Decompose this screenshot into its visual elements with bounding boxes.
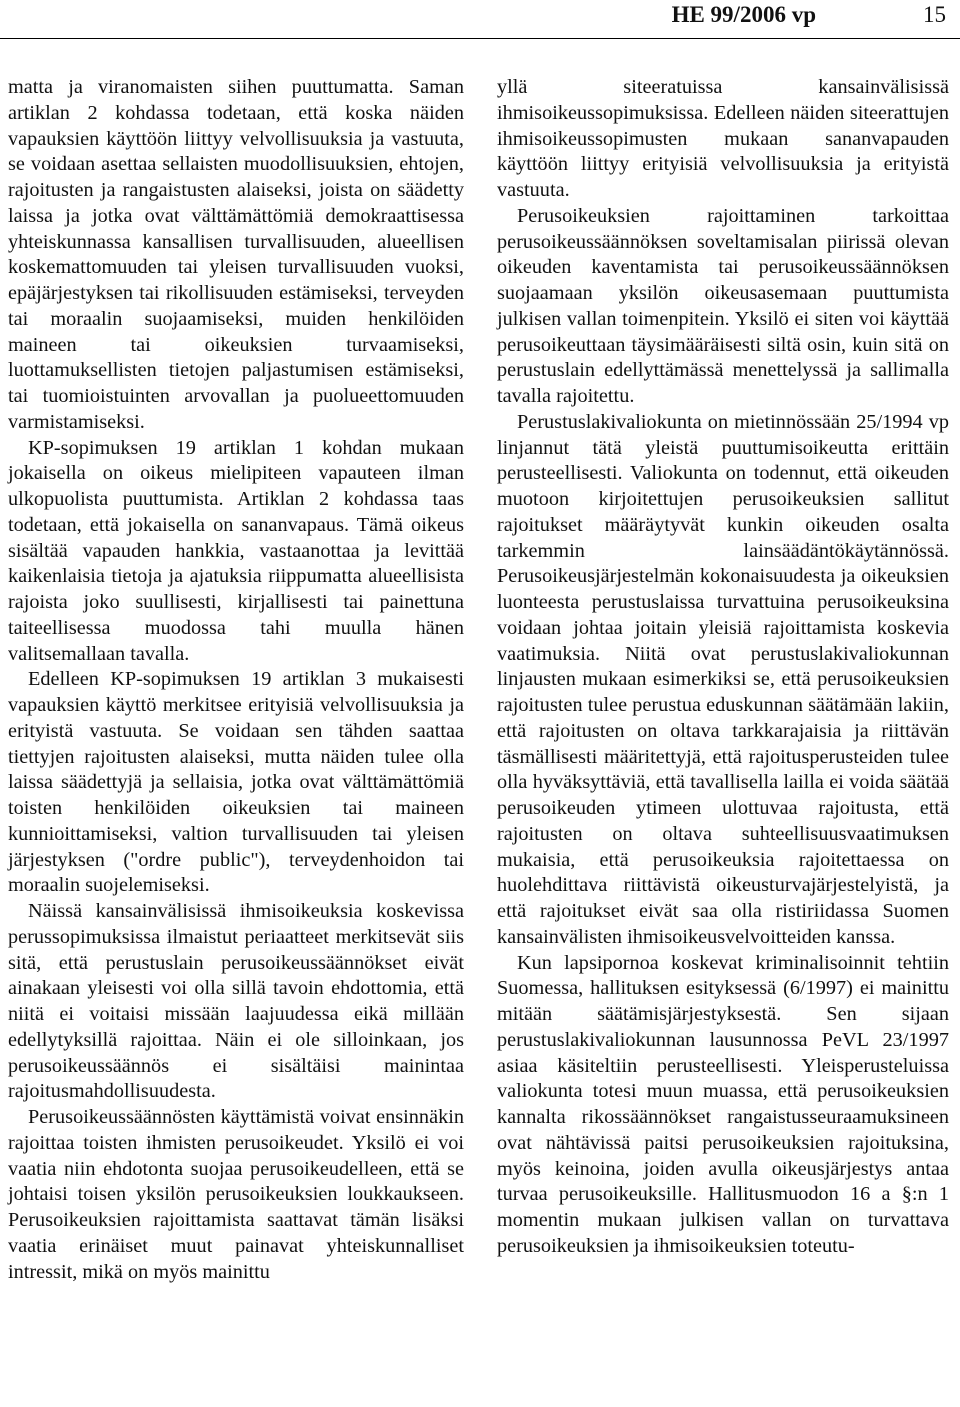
paragraph: Näissä kansainvälisissä ihmisoikeuksia koskevissa perussopimuksissa ilmaistut periaatteet merkitsevät siis sitä, että perustuslain perusoikeussäännökset eivät ainakaan yleisesti voi olla sillä tavoin ehdottomia, että niitä ei voitaisi missään laajuudessa eikä millään edellytyksillä rajoittaa. Näin ei ole silloinkaan, jos perusoikeussäännös ei sisältäisi mainintaa rajoitusmahdollisuudesta. (8, 900, 464, 1103)
paragraph: Edelleen KP-sopimuksen 19 artiklan 3 mukaisesti vapauksien käyttö merkitsee erityisiä velvollisuuksia ja erityistä vastuuta. Se voidaan sen tähden saattaa tiettyjen rajoitusten alaiseksi, mutta näiden tulee olla laissa säädettyjä ja sellaisia, jotka ovat välttämättömiä toisten henkilöiden oikeuksien tai maineen kunnioittamiseksi, valtion turvallisuuden tai yleisen järjestyksen ("ordre public"), terveydenhoidon tai moraalin suojelemiseksi. (8, 668, 464, 897)
right-column (497, 75, 949, 1260)
paragraph: matta ja viranomaisten siihen puuttumatta. Saman artiklan 2 kohdassa todetaan, että koska näiden vapauksien käyttöön liittyy velvollisuuksia ja vastuuta, se voidaan asettaa sellaisten muodollisuuksien, ehtojen, rajoitusten ja rangaistusten alaiseksi, joista on säädetty laissa ja jotka ovat välttämättömiä demokraattisessa yhteiskunnassa kansallisen turvallisuuden, alueellisen koskemattomuuden tai yleisen turvallisuuden vuoksi, epäjärjestyksen tai rikollisuuden estämiseksi, terveyden tai moraalin suojaamiseksi, muiden henkilöiden maineen tai oikeuksien turvaamiseksi, luottamuksellisten tietojen paljastumisen estämiseksi, tai tuomioistuinten arvovallan ja puolueettomuuden varmistamiseksi. (8, 76, 464, 433)
page-number: 15 (923, 2, 946, 27)
paragraph: yllä siteeratuissa kansainvälisissä ihmisoikeussopimuksissa. Edelleen näiden siteerattujen ihmisoikeussopimusten mukaan sananvapauden käyttöön liittyy erityisiä velvollisuuksia ja erityistä vastuuta. (497, 76, 949, 201)
document-id: HE 99/2006 vp (671, 2, 816, 27)
left-column (8, 75, 464, 1285)
paragraph: Kun lapsipornoa koskevat kriminalisoinnit tehtiin Suomessa, hallituksen esityksessä (6/1997) ei mainittu mitään säätämisjärjestyksestä. Sen sijaan perustuslakivaliokunnan lausunnossa PeVL 23/1997 asiaa käsiteltiin perusteellisesti. Yleisperusteluissa valiokunta totesi muun muassa, että perusoikeuksien kannalta rikossäännökset rangaistusseuraamuksineen ovat nähtävissä paitsi perusoikeuksien rajoituksina, myös keinoina, joiden avulla oikeusjärjestys antaa turvaa perusoikeuksille. Hallitusmuodon 16 a §:n 1 momentin mukaan julkisen vallan on turvattava perusoikeuksien ja ihmisoikeuksien toteutu- (497, 951, 949, 1257)
paragraph: Perusoikeuksien rajoittaminen tarkoittaa perusoikeussäännöksen soveltamisalan piirissä olevan oikeuden kaventamista tai perusoikeussäännöksen suojaamaan yksilön oikeusasemaan puuttumista julkisen vallan toimenpitein. Yksilö ei siten voi käyttää perusoikeuttaan täysimääräisesti siltä osin, kuin sitä on perustuslain edellyttämässä menettelyssä ja sallimalla tavalla rajoitettu. (497, 204, 949, 407)
page-header (0, 0, 960, 40)
paragraph: Perusoikeussäännösten käyttämistä voivat ensinnäkin rajoittaa toisten ihmisten perusoikeudet. Yksilö ei voi vaatia niin ehdotonta suojaa perusoikeudelleen, että se johtaisi toisen yksilön perusoikeuksien loukkaukseen. Perusoikeuksien rajoittamista saattavat tämän lisäksi vaatia erinäiset muut painavat yhteiskunnalliset intressit, mikä on myös mainittu (8, 1106, 464, 1283)
paragraph: Perustuslakivaliokunta on mietinnössään 25/1994 vp linjannut tätä yleistä puuttumisoikeutta erittäin perusteellisesti. Valiokunta on todennut, että oikeuden muotoon kirjoitettujen perusoikeuksien sallitut rajoitukset määräytyvät kunkin oikeuden osalta tarkemmin lainsäädäntökäytännössä. Perusoikeusjärjestelmän kokonaisuudesta ja oikeuksien luonteesta perustuslaissa turvattuina perusoikeuksina voidaan johtaa joitain yleisiä rajoittamista koskevia vaatimuksia. Niitä ovat perustuslakivaliokunnan linjausten mukaan esimerkiksi se, että perusoikeuksien rajoitusten tulee perustua eduskunnan säätämään lakiin, että rajoitusten on oltava tarkkarajaisia ja riittävän täsmällisesti määritettyjä, että rajoitusperusteiden tulee olla hyväksyttäviä, että tavallisella lailla ei voida säätää perusoikeuden ytimeen ulottuvaa rajoitusta, että rajoitusten on oltava suhteellisuusvaatimuksen mukaisia, että perusoikeuksia rajoitettaessa on huolehdittava riittävistä oikeusturvajärjestelyistä, ja että rajoitukset eivät saa olla ristiriidassa Suomen kansainvälisten ihmisoikeusvelvoitteiden kanssa. (497, 410, 949, 948)
header-rule (0, 38, 960, 39)
paragraph: KP-sopimuksen 19 artiklan 1 kohdan mukaan jokaisella on oikeus mielipiteen vapauteen ilman ulkopuolista puuttumista. Artiklan 2 kohdassa taas todetaan, että jokaisella on sananvapaus. Tämä oikeus sisältää vapauden hankkia, vastaanottaa ja levittää kaikenlaisia tietoja ja ajatuksia riippumatta alueellisista rajoista joko suullisesti, kirjallisesti tai painettuna taiteellisessa muodossa tahi muulla hänen valitsemallaan tavalla. (8, 436, 464, 665)
